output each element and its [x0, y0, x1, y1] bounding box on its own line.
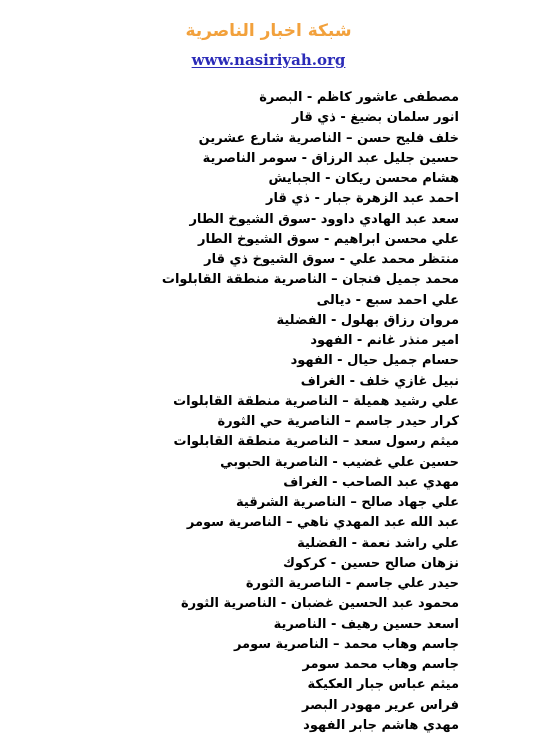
list-item: نبيل غازي خلف - الغراف [300, 373, 459, 389]
list-item: ميثم عباس جبار العكيكة [307, 677, 459, 693]
list-item: منتظر محمد علي - سوق الشيوخ ذي قار [204, 252, 459, 267]
list-item: انور سلمان بضيغ - ذي قار [291, 110, 459, 126]
list-item: مهدي هاشم جابر الفهود [303, 717, 459, 733]
list-item: فراس عرير مهودر البصر [302, 697, 459, 713]
list-item: حسين علي غضيب - الناصرية الحبوبي [220, 454, 459, 470]
list-item: نزهان صالح حسين - كركوك [282, 555, 459, 571]
site-watermark-logo: شبكة اخبار الناصرية [185, 21, 352, 41]
list-item: هشام محسن ريكان - الجبايش [268, 171, 459, 186]
list-item: اسعد حسين رهيف - الناصرية [273, 616, 459, 632]
list-item: جاسم وهاب محمد – الناصرية سومر [233, 636, 459, 652]
list-item: سعد عبد الهادي داوود -سوق الشيوخ الطار [189, 211, 459, 227]
list-item: محمود عبد الحسين غضبان - الناصرية الثورة [180, 596, 459, 612]
site-url-link[interactable]: www.nasiriyah.org [191, 51, 346, 69]
list-item: امير منذر غانم - الفهود [310, 333, 459, 348]
list-item: حسام جميل حيال - الفهود [290, 353, 459, 369]
list-item: حيدر علي جاسم - الناصرية الثورة [245, 576, 459, 591]
list-item: خلف فليح حسن – الناصرية شارع عشرين [198, 130, 459, 146]
list-item: حسين جليل عبد الرزاق - سومر الناصرية [202, 150, 459, 166]
list-item: علي احمد سبع - ديالى [316, 292, 459, 308]
names-list [99, 88, 459, 736]
list-item: احمد عبد الزهرة جبار - ذي قار [265, 191, 459, 207]
list-item: علي جهاد صالح – الناصرية الشرقية [236, 495, 459, 510]
list-item: علي راشد نعمة - الفضلية [297, 535, 459, 551]
list-item: كرار حيدر جاسم – الناصرية حي الثورة [217, 414, 459, 429]
list-item: علي رشيد هميلة – الناصرية منطقة القابلوات [173, 393, 459, 409]
list-item: مصطفى عاشور كاظم - البصرة [259, 90, 459, 105]
list-item: مروان رزاق بهلول - الفضلية [276, 312, 459, 328]
list-item: جاسم وهاب محمد سومر [302, 657, 459, 672]
list-item: ميثم رسول سعد – الناصرية منطقة القابلوات [173, 434, 459, 450]
list-item: علي محسن ابراهيم - سوق الشيوخ الطار [198, 231, 459, 247]
list-item: محمد جميل فنجان – الناصرية منطقة القابلوات [161, 272, 459, 288]
list-item: عبد الله عبد المهدي ناهي – الناصرية سومر [186, 515, 459, 531]
list-item: مهدي عبد الصاحب - الغراف [283, 474, 459, 490]
